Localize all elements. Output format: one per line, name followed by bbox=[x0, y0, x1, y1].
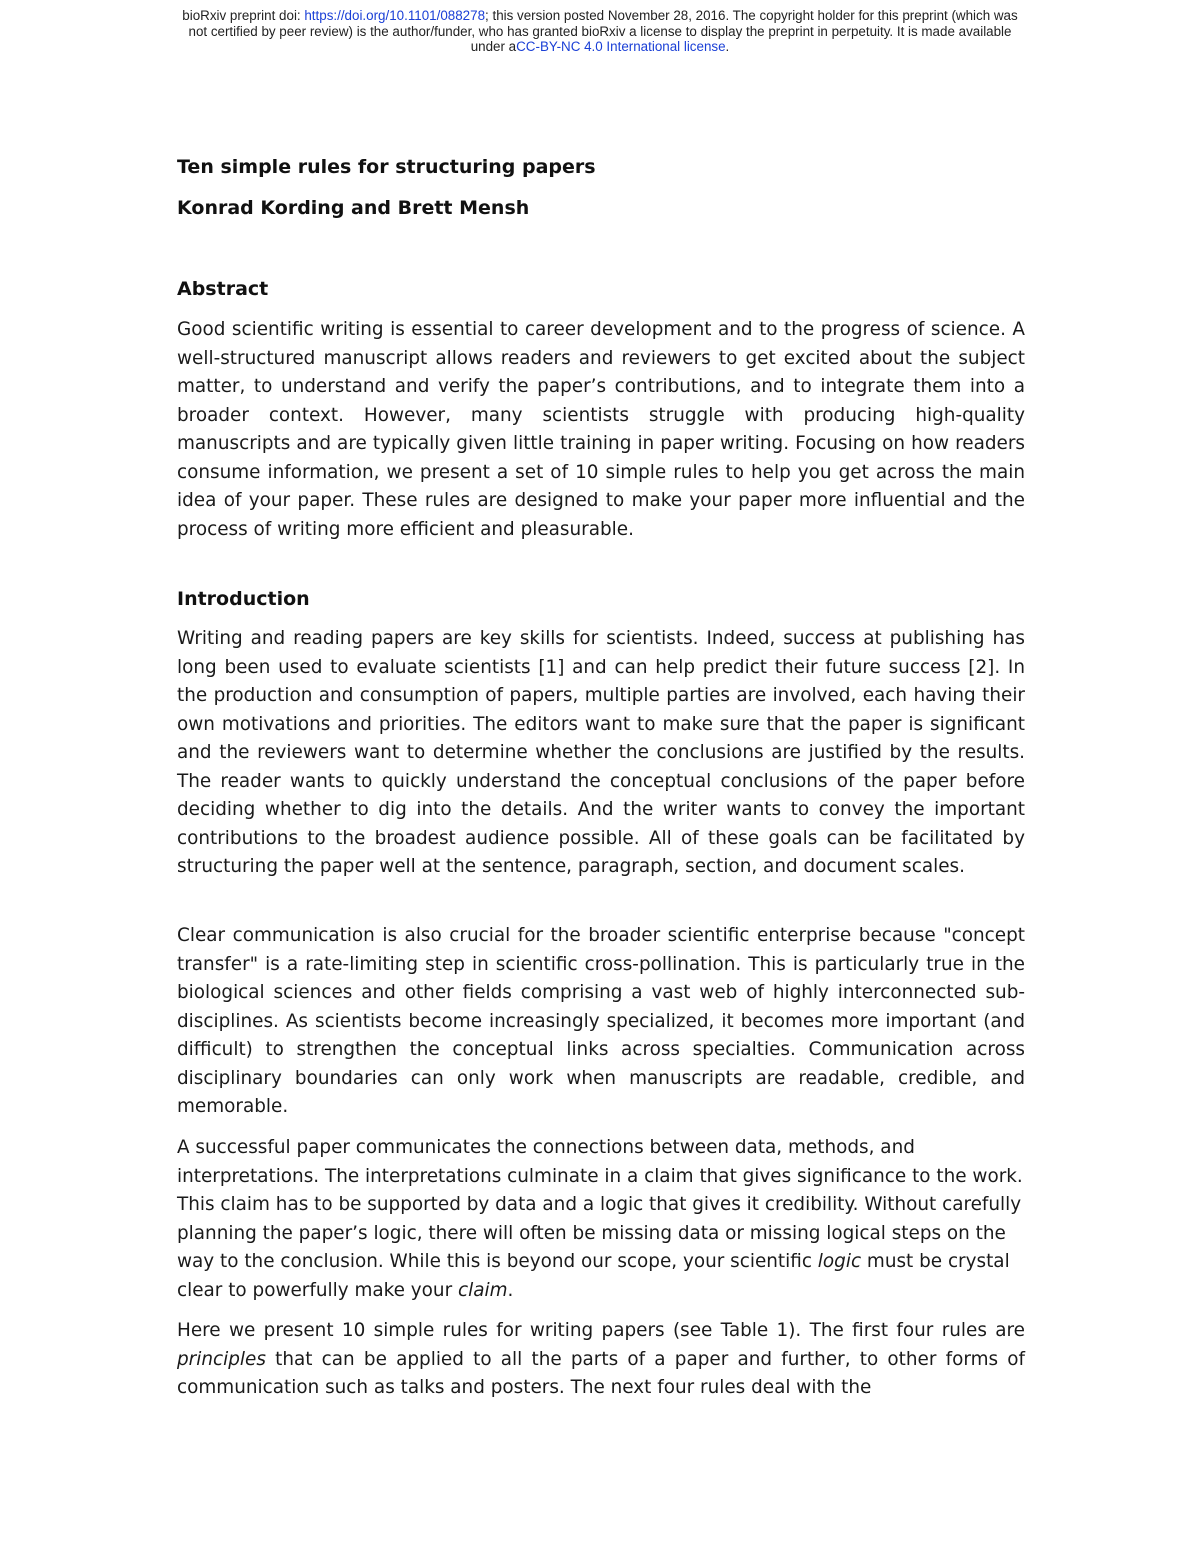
header-line-1 bbox=[70, 8, 1130, 24]
p3-emphasis-logic: logic bbox=[817, 1251, 862, 1272]
introduction-heading: Introduction bbox=[177, 588, 310, 610]
header-doi-prefix: bioRxiv preprint doi: bbox=[182, 8, 305, 23]
intro-paragraph-1: Writing and reading papers are key skills for scientists. Indeed, success at publishing has long been used to evaluate scientists [1] and can help predict their future success [2]. In the production and consumption of papers, multiple parties are involved, each having their own motivations and priorities. The editors want to make sure that the paper is significant and the reviewers want to determine whether the conclusions are justified by the results. The reader wants to quickly understand the conceptual conclusions of the paper before deciding whether to dig into the details. And the writer wants to convey the important contributions to the broadest audience possible. All of these goals can be facilitated by structuring the paper well at the sentence, paragraph, section, and document scales. bbox=[177, 628, 1025, 877]
p3-text-b: must be crystal clear to powerfully make your bbox=[177, 1251, 1010, 1301]
intro-paragraph-4 bbox=[177, 1317, 1025, 1403]
abstract-heading: Abstract bbox=[177, 278, 269, 300]
header-line3-suffix: . bbox=[725, 39, 730, 55]
header-line-3 bbox=[70, 39, 1130, 55]
p3-text-a: A successful paper communicates the connections between data, methods, and interpretations. The interpretations culminate in a claim that gives significance to the work. This claim has to be supported by data and a logic that gives it credibility. Without carefully planning the paper’s logic, there will often be missing data or missing logical steps on the way to the conclusion. While this is beyond our scope, your scientific bbox=[177, 1137, 1023, 1272]
intro-paragraph-2: Clear communication is also crucial for the broader scientific enterprise because "concept transfer" is a rate-limiting step in scientific cross-pollination. This is particularly true in the biological sciences and other fields comprising a vast web of highly interconnected sub-disciplines. As scientists become increasingly specialized, it becomes more important (and difficult) to strengthen the conceptual links across specialties. Communication across disciplinary boundaries can only work when manuscripts are readable, credible, and memorable. bbox=[177, 925, 1025, 1117]
p3-text-c: . bbox=[507, 1279, 514, 1301]
license-link[interactable]: CC-BY-NC 4.0 International license bbox=[516, 39, 726, 55]
p4-text-b: that can be applied to all the parts of a paper and further, to other forms of communication such as talks and posters. The next four rules deal with the bbox=[177, 1348, 1025, 1398]
preprint-header bbox=[70, 8, 1130, 55]
p4-text-a: Here we present 10 simple rules for writing papers (see Table 1). The first four rules are bbox=[177, 1320, 1025, 1341]
p3-emphasis-claim: claim bbox=[457, 1279, 508, 1301]
header-line-2: not certified by peer review) is the author/funder, who has granted bioRxiv a license to display the preprint in perpetuity. It is made available bbox=[188, 23, 1012, 39]
paper-title: Ten simple rules for structuring papers bbox=[177, 156, 596, 178]
abstract-text: Good scientific writing is essential to career development and to the progress of science. A well-structured manuscript allows readers and reviewers to get excited about the subject matter, to understand and verify the paper’s contributions, and to integrate them into a broader context. However, many scientists struggle with producing high-quality manuscripts and are typically given little training in paper writing. Focusing on how readers consume information, we present a set of 10 simple rules to help you get across the main idea of your paper. These rules are designed to make your paper more influential and the process of writing more efficient and pleasurable. bbox=[177, 319, 1025, 540]
header-line1-suffix: ; this version posted November 28, 2016. The copyright holder for this preprint (which was bbox=[485, 8, 1018, 23]
p4-emphasis-principles: principles bbox=[177, 1348, 266, 1370]
doi-link[interactable]: https://doi.org/10.1101/088278 bbox=[304, 8, 486, 23]
header-license-prefix: under a bbox=[470, 39, 517, 55]
paper-authors: Konrad Kording and Brett Mensh bbox=[177, 197, 530, 219]
intro-paragraph-3 bbox=[177, 1134, 1027, 1305]
